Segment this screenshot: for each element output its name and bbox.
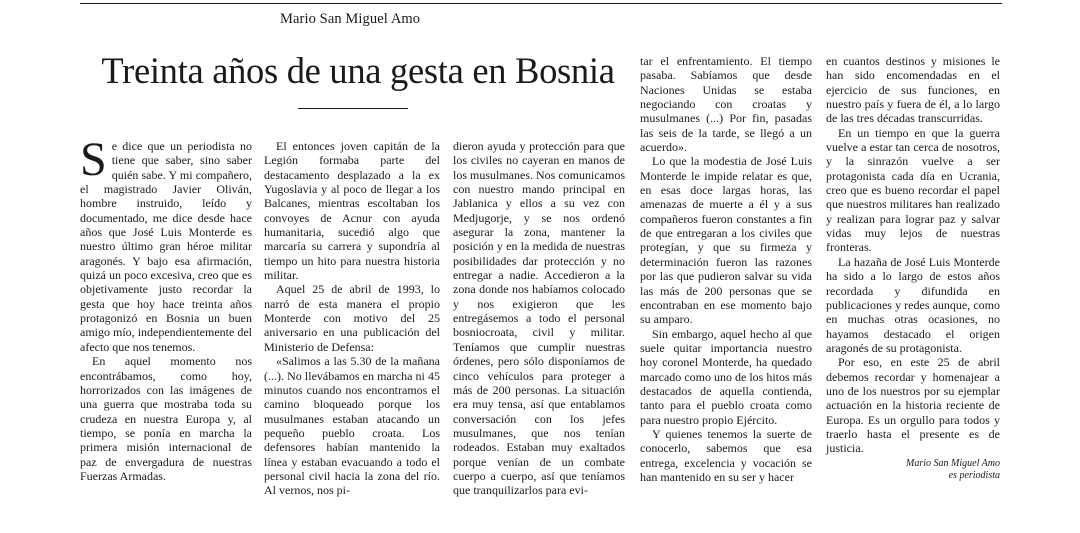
paragraph: Sin embargo, aquel hecho al que suele quitar importancia nuestro hoy coronel Monterde, ha quedado marcado como uno de los hitos más destacados de aquella contienda, tanto para el pueblo croata como para nuestro propio Ejército. xyxy=(640,326,812,427)
article-column-1 xyxy=(80,133,252,483)
paragraph: Lo que la modestia de José Luis Monterde le impide relatar es que, en esas doce largas horas, las amenazas de muerte a él y a sus compañeros fueron constantes a fin de que entregaran a los civiles que protegían, y que su firmeza y determinación fueron las razones por las que pudieron salvar su vida las más de 200 personas que se encontraban en ese momento bajo su amparo. xyxy=(640,154,812,327)
article-title: Treinta años de una gesta en Bosnia xyxy=(101,50,615,91)
author-byline: Mario San Miguel Amo xyxy=(280,11,421,27)
paragraph: La hazaña de José Luis Monterde ha sido a lo largo de estos años recordada y difundida en publicaciones y redes aunque, como en muchas otras ocasiones, no hayamos destacado el origen aragonés de su protagonista. xyxy=(826,254,1000,355)
paragraph: dieron ayuda y protección para que los civiles no cayeran en manos de los musulmanes. Nos comunicamos con nuestro mando principal en Jablanica y ellos a su vez con Medjugorje, y se nos ordenó asegurar la zona, mantener la posición y en la medida de nuestras posibilidades dar protección y no entregar a nadie. Accedieron a la zona donde nos habíamos colocado y nos exigieron que les entregásemos a todo el personal bosniocroata, civil y militar. Teníamos que cumplir nuestras órdenes, pero sólo disponíamos de cinco vehículos para proteger a más de 200 personas. La situación era muy tensa, así que entablamos conversación con los jefes musulmanes, que nos tenían rodeados. Estaban muy exaltados porque venían de un combate cuerpo a cuerpo, así que teníamos que tranquilizarlos para evi- xyxy=(453,139,625,498)
paragraph: Y quienes tenemos la suerte de conocerlo, sabemos que esa entrega, excelencia y vocación se han mantenido en su ser y hacer xyxy=(640,426,812,484)
paragraph: «Salimos a las 5.30 de la mañana (...). No llevábamos en marcha ni 45 minutos cuando nos encontramos el camino bloqueado porque los musulmanes estaban atacando un pequeño pueblo croata. Los defensores habían mantenido la línea y estaban evacuando a todo el personal civil hacia la zona del río. Al vernos, nos pi- xyxy=(264,354,440,498)
paragraph: tar el enfrentamiento. El tiempo pasaba. Sabíamos que desde Naciones Unidas se estaba negociando con croatas y musulmanes (...) Por fin, pasadas las seis de la tarde, se llegó a un acuerdo». xyxy=(640,54,812,155)
author-signature xyxy=(826,458,1000,483)
article-column-3 xyxy=(453,139,625,498)
article-column-2 xyxy=(264,139,440,498)
signature-name: Mario San Miguel Amo xyxy=(906,457,1000,469)
paragraph: en cuantos destinos y misiones le han sido encomendadas en el ejercicio de sus funciones, en nuestro país y fuera de él, a lo largo de las tres décadas transcurridas. xyxy=(826,54,1000,126)
paragraph: En aquel momento nos encontrábamos, como hoy, horrorizados con las imágenes de una guerra que mostraba toda su crudeza en nuestra Europa y, al tiempo, se ponía en marcha la primera misión internacional de paz de envergadura de nuestras Fuerzas Armadas. xyxy=(80,354,252,483)
top-rule xyxy=(80,3,1002,4)
paragraph: En un tiempo en que la guerra vuelve a estar tan cerca de nosotros, y la sinrazón vuelve a ser protagonista cada día en Ucrania, creo que es bueno recordar el papel que nuestros militares han realizado y realizan para lograr paz y salvar vidas muy lejos de nuestras fronteras. xyxy=(826,125,1000,255)
article-column-4 xyxy=(640,54,812,484)
paragraph xyxy=(80,133,252,354)
paragraph: Aquel 25 de abril de 1993, lo narró de esta manera el propio Monterde con motivo del 25 aniversario en una publicación del Ministerio de Defensa: xyxy=(264,282,440,354)
drop-cap: S xyxy=(80,133,107,186)
article-column-5 xyxy=(826,54,1000,483)
paragraph-text: e dice que un periodista no tiene que saber, sino saber quién sabe. Y mi compañero, el magistrado Javier Oliván, hombre instruido, leído y documentado, me dice desde hace años que José Luis Monterde es nuestro último gran héroe militar aragonés. Y bajo esa afirmación, quizá un poco excesiva, creo que es objetivamente justo recordar la gesta que hoy hace treinta años protagonizó en Bosnia un buen amigo mío, independientemente del afecto que nos tenemos. xyxy=(80,139,252,354)
title-rule xyxy=(298,108,408,109)
paragraph: El entonces joven capitán de la Legión formaba parte del destacamento desplazado a la ex Yugoslavia y al poco de llegar a los Balcanes, mientras escoltaban los convoyes de Acnur con ayuda humanitaria, sucedió algo que marcaría su carrera y supondría al tiempo un hito para nuestra historia militar. xyxy=(264,139,440,283)
signature-role: es periodista xyxy=(948,470,1000,482)
paragraph: Por eso, en este 25 de abril debemos recordar y homenajear a uno de los nuestros por su ejemplar actuación en la historia reciente de Europa. Es un orgullo para todos y traerlo hasta el presente es de justicia. xyxy=(826,355,1000,456)
